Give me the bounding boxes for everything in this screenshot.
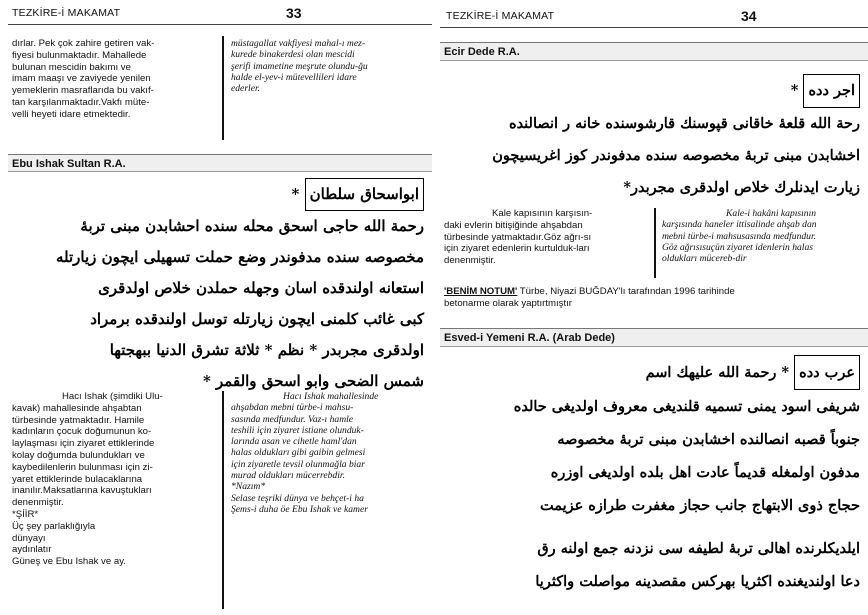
header-rule-right: [440, 27, 868, 28]
arabic-text-ebu-ishak: ابواسحاق سلطان * رحمة الله حاجی اسحق محله سنده احشابدن مبنی تربهٔ مخصوصه سنده مدفوندر وضع حملت تسهیلی ایچون زیارتله استعانه اولندقده اسان وجهله حملدن خلاص اولدقری کبی غائب کلمنی ایچون زیارتله توسل اولندقده برمراد اولدقری مجربدر * نظم * ثلاثة تشرق الدنیا ببهجتها شمس الضحی وابو اسحق والقمر *: [14, 178, 424, 397]
arabic-title-box: اجر دده: [803, 74, 860, 108]
column-divider: [654, 208, 656, 278]
page-number-right: 34: [741, 8, 757, 24]
section-title-esved-i-yemeni: Esved-i Yemeni R.A. (Arab Dede): [440, 328, 868, 347]
arabic-title-box: عرب دده: [794, 355, 860, 390]
ottoman-transliteration-ebu-ishak: Hacı Ishak mahallesinde ahşabdan mebni türbe-i mahsu- sasında medfundur. Vaz-ı hamle teshili için ziyaret istiane olunduk- larında asan ve cihetle haml'dan halas oldukları gibi gaibin gelmesi için ziyaretle tevsil olunmağla biar murad oldukları mücerrebdir. *Nazım* Selase teşriki dünya ve behçet-i ha Şems-i duha öe Ebu Ishak ve kamer: [231, 391, 379, 515]
top-text-ottoman-transliteration: müstagallat vakfiyesi mahal-ı mez- kurede binakerdesi olan mescidi şerifi imametine meşrute olundu-ğu halde el-yev-i mütevellileri idare ederler.: [231, 38, 368, 95]
turkish-text-ecir-dede: Kale kapısının karşısın- daki evlerin bitişiğinde ahşabdan türbesinde yatmaktadır.Göz ağrı-sı için ziyaret edenlerin kurtulduk-ları denenmiştir.: [444, 208, 593, 267]
page-number-left: 33: [286, 5, 302, 21]
ottoman-transliteration-ecir-dede: Kale-i hakâni kapısının karşısında haneler ittisalinde ahşab dan mebni türbe-i mahsusasında medfundur. Göz ağrısısuçün ziyaret idenlerin halas oldukları mücereb-dir: [662, 208, 817, 265]
header-rule-left: [8, 24, 432, 25]
section-title-ecir-dede: Ecir Dede R.A.: [440, 42, 868, 61]
page-header-right: TEZKİRE-İ MAKAMAT: [446, 10, 555, 22]
note-label: 'BENİM NOTUM': [444, 286, 518, 297]
author-note: 'BENİM NOTUM' Türbe, Niyazi BUĞDAY'lı tarafından 1996 tarihinde betonarme olarak yaptırtmıştır: [444, 286, 735, 309]
arabic-title-box: ابواسحاق سلطان: [305, 178, 424, 211]
column-divider: [222, 391, 224, 609]
top-text-turkish: dırlar. Pek çok zahire getiren vak- fiyesi bulunmaktadır. Mahallede bulunan mescidin bakımı ve imam maaşı ve zaviyede yenilen yemeklerin masraflarıda bu vakıf- tan karşılanmaktadır.Vakfı müte- velli heyeti idare etmektedir.: [12, 38, 155, 120]
arabic-text-esved-i-yemeni: عرب دده * رحمة الله علیهك اسم شریفی اسود یمنی تسمیه قلندیغی معروف اولدیغی حالده جنوباً قصبه انصالنده اخشابدن مبنی تربهٔ مخصوصه مدفون اولمغله قدیماً عادت اهل بلده اولدیغی اوزره حجاج ذوی الابتهاج جانب حجاز مغفرت طرازه عزیمت ایلدیکلرنده اهالی تربهٔ لطیفه سی نزدنه جمع اولنه رق دعا اولندیغنده اکثریا بهرکس مقصدینه مواصلت واکثریا: [446, 355, 860, 598]
page-header-left: TEZKİRE-İ MAKAMAT: [12, 7, 121, 19]
section-title-ebu-ishak: Ebu Ishak Sultan R.A.: [8, 154, 432, 172]
arabic-text-ecir-dede: اجر دده * رحة الله قلعهٔ خاقانی قپوسنك قارشوسنده خانه ر انصالنده اخشابدن مبنی تربهٔ مخصوصه سنده مدفوندر كوز اغریسیچون زیارت ایدنلرك خلاص اولدقری مجربدر*: [446, 74, 860, 204]
column-divider: [222, 36, 224, 140]
turkish-text-ebu-ishak: Hacı Ishak (şimdiki Ulu- kavak) mahallesinde ahşabtan türbesinde yatmaktadır. Hamile kadınların çocuk doğumunun ko- laylaşması için ziyaret ettiklerinde kolay doğumda bulundukları ve kaybedilenlerin bulunması için zi- yaret ettiklerinde bulacaklarına inanılır.Maksatlarına kavuştukları denenmiştir. *ŞİİR* Üç şey parlaklığıyla dünyayı aydınlatır Güneş ve Ebu Ishak ve ay.: [12, 391, 163, 568]
